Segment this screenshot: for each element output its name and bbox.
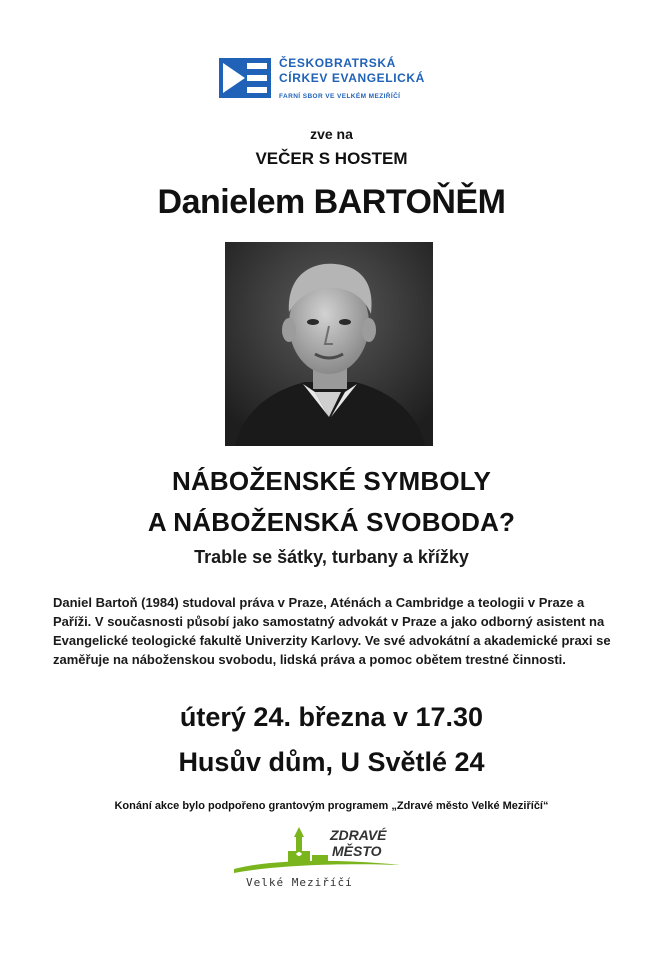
guest-bio: Daniel Bartoň (1984) studoval práva v Praze, Aténách a Cambridge a teologii v Praze a Paříži. V současnosti působí jako samostatný advokát v Praze a jako odborný asistent na Evangelické teologické fakultě Univerzity Karlovy. Ve své advokátní a akademické praxi se zaměřuje na náboženskou svobodu, lidská práva a pomoc obětem trestné činnosti. xyxy=(53,595,611,667)
zdrave-mesto-logo xyxy=(232,825,402,890)
mesto-word: MĚSTO xyxy=(332,843,382,859)
guest-name: Danielem BARTOŇĚM xyxy=(157,183,506,221)
grant-support-note: Konání akce bylo podpořeno grantovým programem „Zdravé město Velké Meziříčí“ xyxy=(114,800,549,812)
event-type: VEČER S HOSTEM xyxy=(255,149,408,168)
guest-photo xyxy=(225,242,433,446)
invites-text: zve na xyxy=(310,126,353,142)
zdrave-word: ZDRAVÉ xyxy=(330,827,387,843)
topic-title-line-1: NÁBOŽENSKÉ SYMBOLY xyxy=(171,466,491,496)
event-place: Husův dům, U Světlé 24 xyxy=(178,747,485,777)
topic-title-line-2: A NÁBOŽENSKÁ SVOBODA? xyxy=(147,507,516,537)
logo-line-1: ČESKOBRATRSKÁ xyxy=(279,56,396,70)
church-logo-icon xyxy=(219,58,271,98)
topic-subtitle: Trable se šátky, turbany a křížky xyxy=(194,547,469,567)
event-date: úterý 24. března v 17.30 xyxy=(179,702,484,732)
zdrave-town-name: Velké Meziříčí xyxy=(246,876,353,889)
logo-line-2: CÍRKEV EVANGELICKÁ xyxy=(279,71,425,85)
church-logo-text xyxy=(279,56,499,100)
logo-line-3: FARNÍ SBOR VE VELKÉM MEZIŘÍČÍ xyxy=(279,93,401,100)
